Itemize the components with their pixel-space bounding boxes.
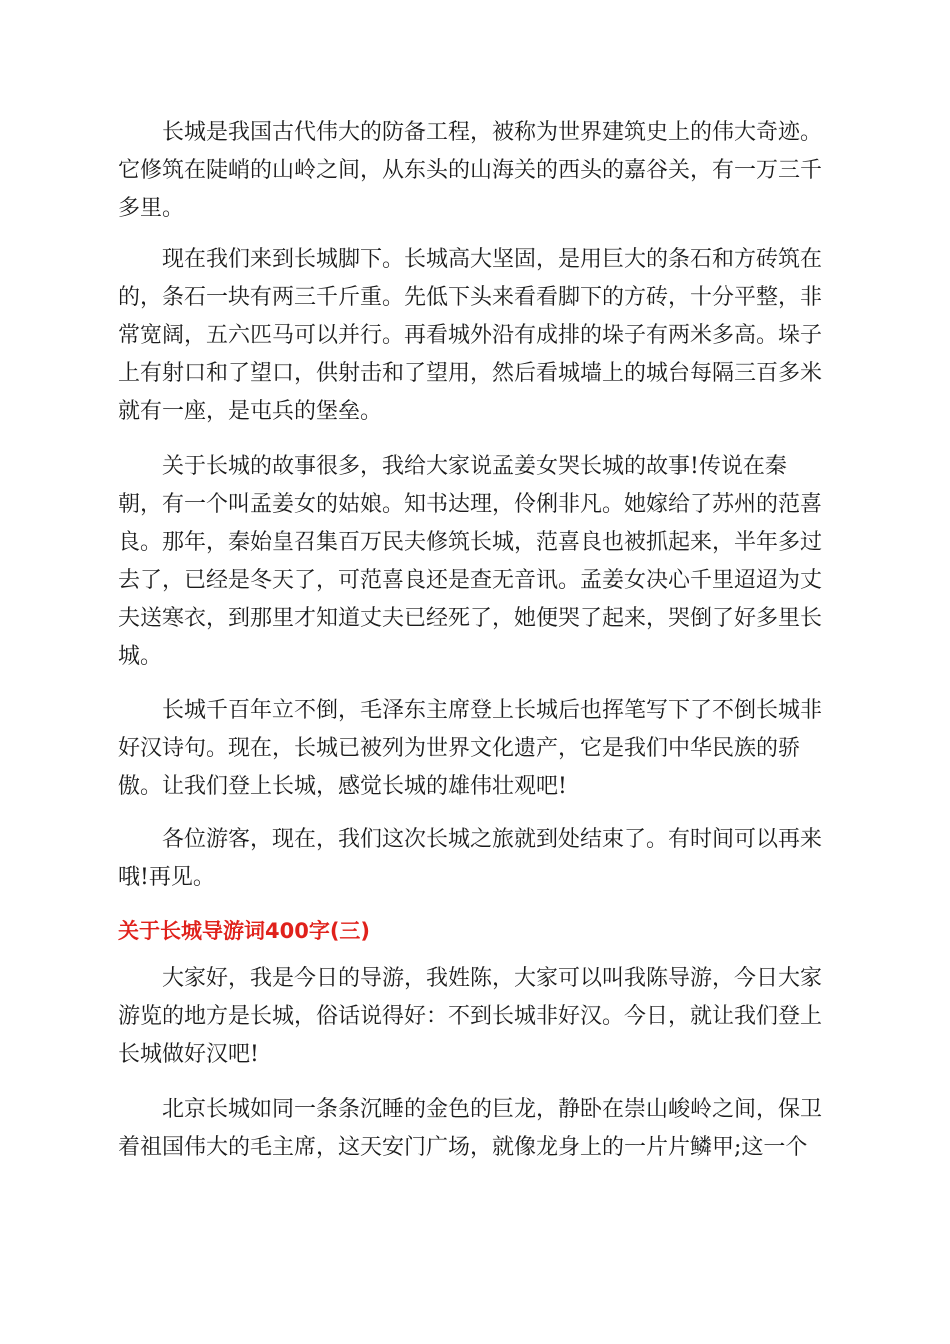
text-line: 游览的地方是长城，俗话说得好：不到长城非好汉。今日，就让我们登上 <box>118 1004 823 1029</box>
text-line: 常宽阔，五六匹马可以并行。再看城外沿有成排的垛子有两米多高。垛子 <box>118 323 823 348</box>
text-line: 各位游客，现在，我们这次长城之旅就到处结束了。有时间可以再来 <box>162 827 823 852</box>
text-line: 关于长城的故事很多，我给大家说孟姜女哭长城的故事!传说在秦 <box>162 454 787 479</box>
text-line: 长城是我国古代伟大的防备工程，被称为世界建筑史上的伟大奇迹。 <box>162 120 823 145</box>
text-line: 傲。让我们登上长城，感觉长城的雄伟壮观吧! <box>118 774 567 799</box>
text-line: 它修筑在陡峭的山岭之间，从东头的山海关的西头的嘉谷关，有一万三千 <box>118 158 823 183</box>
text-line: 的，条石一块有两三千斤重。先低下头来看看脚下的方砖，十分平整，非 <box>118 285 823 310</box>
paragraph-great-wall-intro <box>118 114 838 228</box>
text-line: 夫送寒衣，到那里才知道丈夫已经死了，她便哭了起来，哭倒了好多里长 <box>118 606 823 631</box>
paragraph-world-heritage <box>118 692 838 806</box>
text-line: 长城千百年立不倒，毛泽东主席登上长城后也挥笔写下了不倒长城非 <box>162 698 823 723</box>
text-line: 着祖国伟大的毛主席，这天安门广场，就像龙身上的一片片鳞甲;这一个 <box>118 1135 808 1160</box>
text-line: 良。那年，秦始皇召集百万民夫修筑长城，范喜良也被抓起来，半年多过 <box>118 530 823 555</box>
text-line: 大家好，我是今日的导游，我姓陈，大家可以叫我陈导游，今日大家 <box>162 966 823 991</box>
paragraph-farewell <box>118 821 838 897</box>
text-line: 多里。 <box>118 196 185 221</box>
text-line: 城。 <box>118 644 163 669</box>
section-heading: 关于长城导游词400字(三) <box>118 919 371 943</box>
text-line: 长城做好汉吧! <box>118 1042 259 1067</box>
text-line: 就有一座，是屯兵的堡垒。 <box>118 399 383 424</box>
paragraph-guide-greeting <box>118 960 838 1074</box>
text-line: 去了，已经是冬天了，可范喜良还是查无音讯。孟姜女决心千里迢迢为丈 <box>118 568 823 593</box>
text-line: 朝，有一个叫孟姜女的姑娘。知书达理，伶俐非凡。她嫁给了苏州的范喜 <box>118 492 823 517</box>
paragraph-beijing-wall <box>118 1091 838 1167</box>
text-line: 上有射口和了望口，供射击和了望用，然后看城墙上的城台每隔三百多米 <box>118 361 823 386</box>
paragraph-meng-jiangnu-story <box>118 448 838 676</box>
text-line: 现在我们来到长城脚下。长城高大坚固，是用巨大的条石和方砖筑在 <box>162 247 823 272</box>
text-line: 好汉诗句。现在，长城已被列为世界文化遗产，它是我们中华民族的骄 <box>118 736 801 761</box>
text-line: 哦!再见。 <box>118 865 215 890</box>
paragraph-at-the-foot <box>118 241 838 431</box>
text-line: 北京长城如同一条条沉睡的金色的巨龙，静卧在崇山峻岭之间，保卫 <box>162 1097 823 1122</box>
